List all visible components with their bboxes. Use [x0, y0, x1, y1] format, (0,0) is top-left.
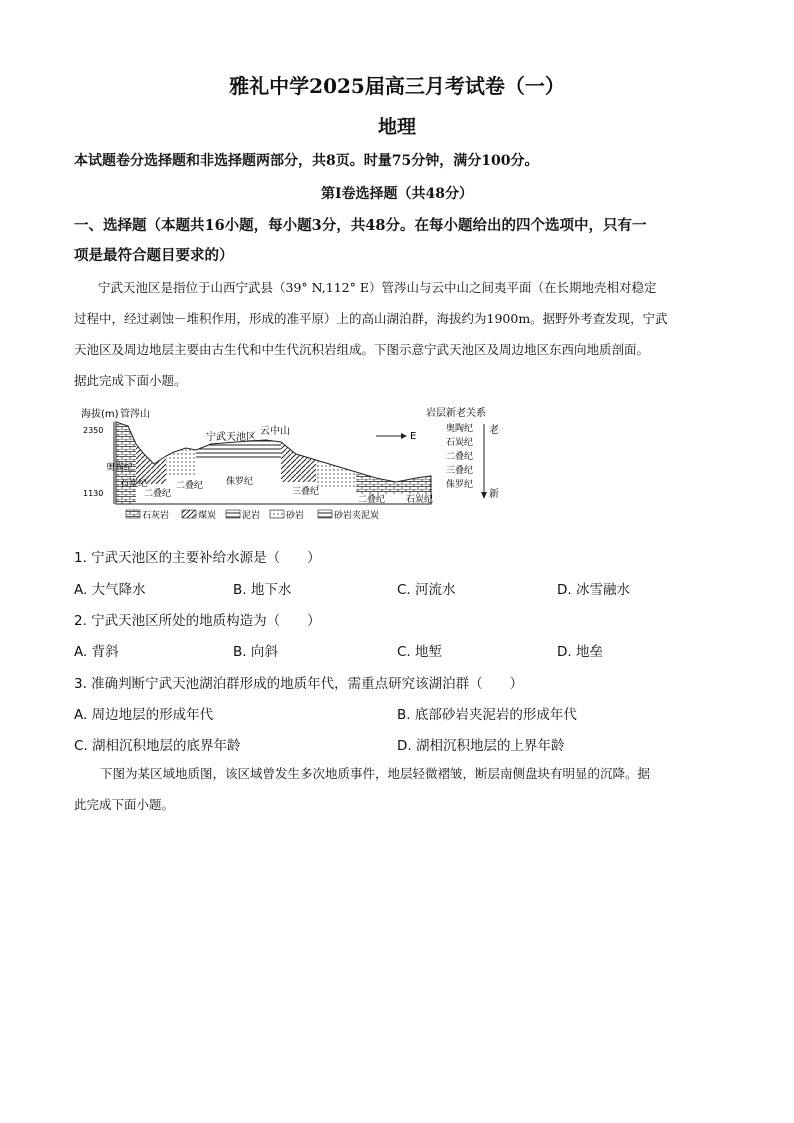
- question-1-option-b[interactable]: B. 地下水: [233, 582, 292, 598]
- sandstone-block: [166, 448, 196, 476]
- exam-subject: 地理: [377, 116, 416, 138]
- legend-coal: 煤炭: [198, 511, 217, 521]
- new-label: 新: [489, 489, 499, 500]
- stratum-label-jurassic: 侏罗纪: [226, 477, 254, 487]
- question-3-option-a[interactable]: A. 周边地层的形成年代: [74, 707, 214, 723]
- passage1-line4: 据此完成下面小题。: [74, 373, 187, 388]
- place-yunzhong-mountain: 云中山: [260, 426, 290, 437]
- legend-sandstone-peat: 砂岩夹泥炭: [334, 511, 380, 521]
- legend-swatch-coal: [182, 510, 196, 518]
- east-arrow-head: [401, 433, 407, 439]
- passage1-line1: 宁武天池区是指位于山西宁武县（39° N,112° E）管涔山与云中山之间夷平面（在长期地壳相对稳定: [98, 280, 657, 295]
- stratum-label-carboniferous: 石炭纪: [120, 479, 148, 489]
- question-3-option-d[interactable]: D. 湖相沉积地层的上界年龄: [397, 738, 565, 754]
- coal-block: [136, 444, 166, 484]
- sequence-item-5: 侏罗纪: [446, 480, 474, 490]
- passage2-line2: 此完成下面小题。: [74, 797, 175, 812]
- legend-swatch-mudstone: [226, 510, 240, 518]
- legend-sandstone: 砂岩: [286, 511, 305, 521]
- exam-title: 雅礼中学2025届高三月考试卷（一）: [229, 74, 565, 98]
- part-title: 第Ⅰ卷选择题（共48分）: [320, 186, 474, 202]
- sequence-item-3: 二叠纪: [446, 452, 474, 462]
- y-tick-2350: 2350: [83, 426, 104, 435]
- sequence-title: 岩层新老关系: [426, 408, 486, 419]
- question-1-option-d[interactable]: D. 冰雪融水: [557, 582, 630, 598]
- sandstone-block-east: [316, 460, 356, 488]
- y-axis-label: 海拔(m): [81, 409, 119, 420]
- passage1-line3: 天池区及周边地层主要由古生代和中生代沉积岩组成。下图示意宁武天池区及周边地区东西向地质剖面。: [74, 342, 650, 357]
- question-3-option-b[interactable]: B. 底部砂岩夹泥岩的形成年代: [397, 707, 577, 723]
- place-ningwu-tianchi: 宁武天池区: [206, 432, 256, 443]
- passage1-line2: 过程中，经过剥蚀－堆积作用，形成的准平原）上的高山湖泊群，海拔约为1900m。据野外考查发现，宁武: [74, 311, 668, 326]
- legend-swatch-sandstone: [270, 510, 284, 518]
- question-3-option-c[interactable]: C. 湖相沉积地层的底界年龄: [74, 738, 241, 754]
- question-2-option-a[interactable]: A. 背斜: [74, 644, 119, 660]
- question-2-option-d[interactable]: D. 地垒: [557, 644, 603, 660]
- sequence-item-4: 三叠纪: [446, 466, 474, 476]
- question-1-option-c[interactable]: C. 河流水: [397, 582, 456, 598]
- question-2-stem: 2. 宁武天池区所处的地质构造为（ ）: [74, 613, 321, 629]
- direction-label: E: [410, 431, 417, 442]
- age-arrow-head: [481, 492, 487, 499]
- question-2-option-b[interactable]: B. 向斜: [233, 644, 278, 660]
- sequence-item-1: 奥陶纪: [446, 424, 474, 434]
- passage2-line1: 下图为某区域地质图，该区域曾发生多次地质事件，地层轻微褶皱，断层南侧盘块有明显的沉降。据: [100, 766, 651, 781]
- legend-swatch-limestone: [126, 510, 140, 518]
- question-2-option-c[interactable]: C. 地堑: [397, 644, 443, 660]
- section-heading-line2: 项是最符合题目要求的）: [74, 247, 234, 264]
- sandstone-mudstone-block: [196, 440, 281, 460]
- stratum-label-permian-2: 二叠纪: [176, 481, 204, 491]
- exam-instructions: 本试题卷分选择题和非选择题两部分，共8页。时量75分钟，满分100分。: [74, 153, 539, 169]
- question-3-stem: 3. 准确判断宁武天池湖泊群形成的地质年代，需重点研究该湖泊群（ ）: [74, 676, 524, 692]
- sequence-item-2: 石炭纪: [446, 438, 474, 448]
- legend-mudstone: 泥岩: [242, 511, 261, 521]
- section-heading-line1: 一、选择题（本题共16小题，每小题3分，共48分。在每小题给出的四个选项中，只有一: [74, 217, 647, 234]
- geologic-cross-section-figure: [76, 404, 516, 524]
- legend-swatch-sandstone-peat: [318, 510, 332, 518]
- stratum-label-carboniferous-2: 石炭纪: [406, 495, 434, 505]
- y-tick-1130: 1130: [83, 489, 104, 498]
- question-1-option-a[interactable]: A. 大气降水: [74, 582, 146, 598]
- stratum-label-triassic: 三叠纪: [292, 487, 320, 497]
- stratum-label-permian-3: 二叠纪: [358, 495, 386, 505]
- place-guancen-mountain: 管涔山: [120, 409, 150, 420]
- stratum-label-ordovician: 奥陶纪: [106, 463, 134, 473]
- question-1-stem: 1. 宁武天池区的主要补给水源是（ ）: [74, 550, 321, 566]
- old-label: 老: [489, 425, 499, 436]
- stratum-label-permian-1: 二叠纪: [144, 489, 172, 499]
- coal-block-east: [281, 442, 316, 482]
- legend-limestone: 石灰岩: [142, 511, 170, 521]
